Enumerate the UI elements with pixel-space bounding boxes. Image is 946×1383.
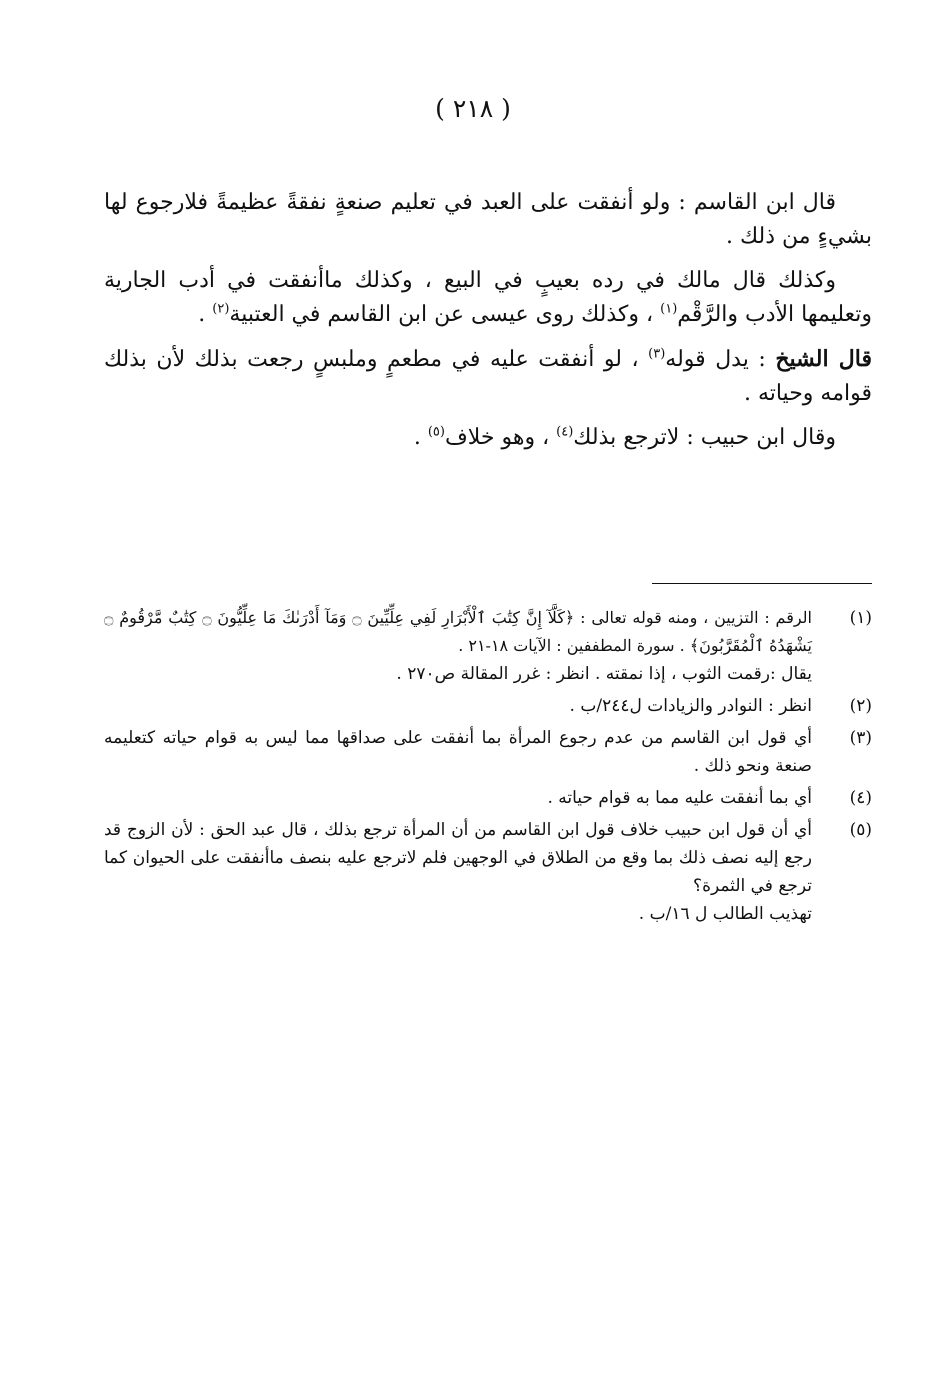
footnote-line: أي قول ابن القاسم من عدم رجوع المرأة بما أنفقت على صداقها مما ليس به قوام حياته كتعليمه صنعة ونحو ذلك . <box>104 728 812 776</box>
page-number: ( ٢١٨ ) <box>435 94 511 123</box>
footnote-1 <box>104 604 872 688</box>
footnote-number: (٥) <box>849 820 872 840</box>
paragraph-1 <box>104 186 872 254</box>
paragraph-text: ، وهو خلاف <box>444 425 557 450</box>
footnotes <box>104 604 872 932</box>
footnote-number: (١) <box>849 608 872 628</box>
paragraph-4 <box>104 421 872 455</box>
footnote-body <box>104 816 812 928</box>
footnote-number: (٤) <box>849 788 872 808</box>
paragraph-text: ، لو أنفقت عليه في مطعمٍ وملبسٍ رجعت بذلك لأن بذلك قوامه وحياته . <box>104 347 872 406</box>
footnote-line: يقال :رقمت الثوب ، إذا نمقته . انظر : غرر المقالة ص٢٧٠ . <box>396 664 812 684</box>
paragraph-text: وكذلك قال مالك في رده بعيبٍ في البيع ، وكذلك ماأنفقت في أدب الجارية وتعليمها الأدب والرَّقْم <box>104 268 872 327</box>
footnote-2 <box>104 692 872 720</box>
main-text <box>104 186 872 465</box>
footnote-body <box>104 784 812 812</box>
footnote-line: أي بما أنفقت عليه مما به قوام حياته . <box>547 788 812 808</box>
paragraph-text: : يدل قوله <box>665 347 776 372</box>
footnote-line: انظر : النوادر والزيادات ل٢٤٤/ب . <box>569 696 812 716</box>
paragraph-text: وقال ابن حبيب : لاترجع بذلك <box>573 425 836 450</box>
footnote-ref-1: (١) <box>660 301 678 317</box>
footnote-line: تهذيب الطالب ل ١٦/ب . <box>638 904 812 924</box>
footnote-number: (٢) <box>849 696 872 716</box>
footnote-3 <box>104 724 872 780</box>
paragraph-lead: قال الشيخ <box>775 346 872 372</box>
footnote-number: (٣) <box>849 728 872 748</box>
paragraph-text: . <box>413 425 428 450</box>
footnote-5 <box>104 816 872 928</box>
paragraph-2 <box>104 264 872 332</box>
footnote-line: الرقم : التزيين ، ومنه قوله تعالى : ﴿كَلَّآ إِنَّ كِتَٰبَ ٱلْأَبْرَارِ لَفِي عِلِّيِّينَ ۝ وَمَآ أَدْرَىٰكَ مَا عِلِّيُّونَ ۝ كِتَٰبٌ مَّرْقُومٌ ۝ يَشْهَدُهُ ٱلْمُقَرَّبُونَ﴾ . سورة المطففين : الآيات ١٨-٢١ . <box>104 608 812 655</box>
footnote-4 <box>104 784 872 812</box>
footnote-ref-2: (٢) <box>212 301 230 317</box>
paragraph-text: قال ابن القاسم : ولو أنفقت على العبد في تعليم صنعةٍ نفقةً عظيمةً فلارجوع لها بشيءٍ من ذلك . <box>104 190 872 249</box>
footnote-body <box>104 604 812 688</box>
footnote-ref-4: (٤) <box>556 424 574 440</box>
footnote-ref-5: (٥) <box>427 424 445 440</box>
footnote-line: أي أن قول ابن حبيب خلاف قول ابن القاسم من أن المرأة ترجع بذلك ، قال عبد الحق : لأن الزوج قد رجع إليه نصف ذلك بما وقع من الطلاق في الوجهين فلم لاترجع عليه بنصف ماأنفقت على الحيوان كما ترجع في الثمرة؟ <box>104 820 812 896</box>
paragraph-3 <box>104 342 872 411</box>
footnote-body <box>104 724 812 780</box>
paragraph-text: ، وكذلك روى عيسى عن ابن القاسم في العتبية <box>229 302 661 327</box>
paragraph-text: . <box>198 302 213 327</box>
footnote-separator <box>652 583 872 584</box>
footnote-body <box>104 692 812 720</box>
footnote-ref-3: (٣) <box>648 346 666 362</box>
